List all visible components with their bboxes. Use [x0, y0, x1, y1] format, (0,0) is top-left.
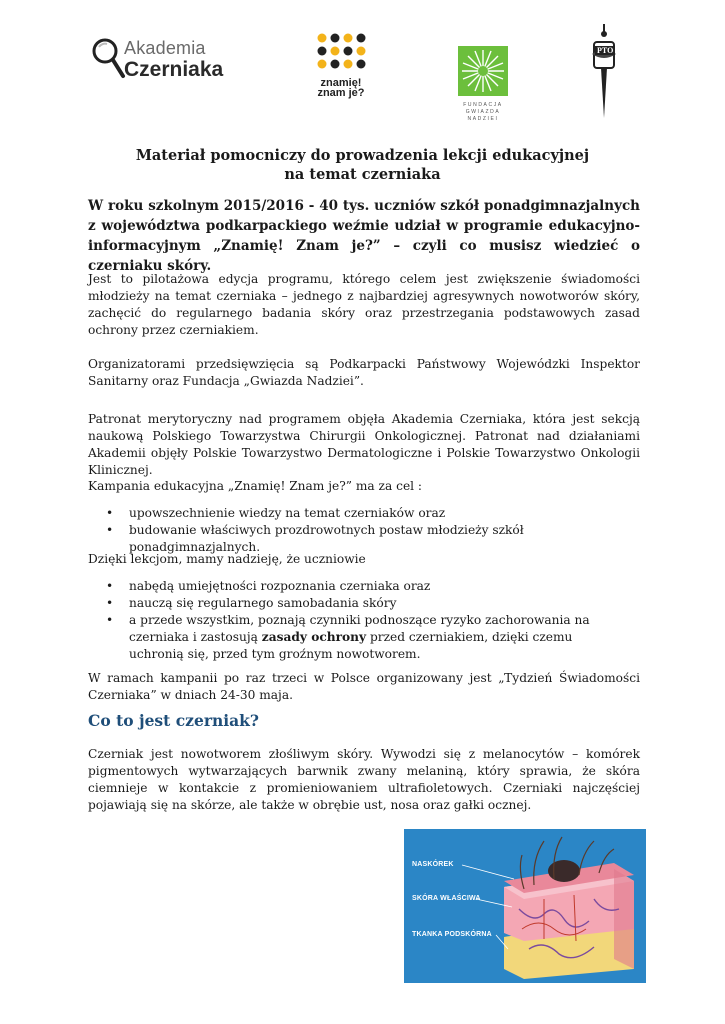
znamie-logo-text — [316, 78, 366, 98]
outcomes-intro: Dzięki lekcjom, mamy nadzieję, że uczniowie — [88, 552, 366, 566]
pto-logo — [586, 24, 622, 120]
document-title-line1: Materiał pomocniczy do prowadzenia lekcji edukacyjnej — [135, 147, 590, 164]
sword-emblem-icon — [586, 24, 622, 120]
section-heading: Co to jest czerniak? — [88, 711, 260, 730]
document-title — [0, 146, 725, 184]
campaign-goals-intro: Kampania edukacyjna „Znamię! Znam je?” ma za cel : — [88, 479, 423, 493]
znamie-znam-je-logo — [316, 32, 365, 112]
intro-paragraph: Jest to pilotażowa edycja programu, którego celem jest zwiększenie świadomości młodzieży na temat czerniaka – jednego z najbardziej agresywnych nowotworów skóry, zachęcić do regularnego badania skóry oraz przestrzegania podstawowych zasad ochrony przez czerniakiem. — [88, 272, 640, 337]
subcutaneous-label: TKANKA PODSKÓRNA — [412, 931, 492, 938]
fundacja-gwiazda-nadziei-logo — [458, 38, 508, 124]
znamie-logo-line1: znamię! — [320, 77, 362, 89]
bullet-icon: • — [106, 596, 114, 610]
patronage-paragraph: Patronat merytoryczny nad programem objęła Akademia Czerniaka, która jest sekcją naukową Polskiego Towarzystwa Chirurgii Onkologicznej. Patronat nad działaniami Akademii objęły Polskie Towarzystwo Dermatologiczne i Polskie Towarzystwo Onkologii Klinicznej. — [88, 412, 640, 477]
awareness-week-paragraph: W ramach kampanii po raz trzeci w Polsce organizowany jest „Tydzień Świadomości Czerniaka” w dniach 24-30 maja. — [88, 671, 640, 702]
outcomes-list — [88, 578, 640, 663]
list-item — [88, 505, 640, 522]
bullet-icon: • — [106, 613, 114, 627]
skin-layers-illustration — [404, 829, 646, 983]
dermis-label: SKÓRA WŁAŚCIWA — [412, 895, 481, 902]
bullet-icon: • — [106, 506, 114, 520]
akademia-logo-line1: Akademia — [124, 38, 206, 58]
list-item — [88, 578, 640, 595]
znamie-logo-line2: znam je? — [317, 87, 365, 99]
star-burst-icon — [458, 46, 508, 96]
outcome-text-before: a przede wszystkim, poznają czynniki podnoszące ryzyko zachorowania na czerniaka i zastosują — [129, 613, 590, 644]
akademia-logo-line2: Czerniaka — [124, 58, 224, 81]
outcome-text-bold: zasady ochrony — [261, 630, 367, 644]
document-title-line2: na temat czerniaka — [284, 166, 441, 183]
lead-paragraph: W roku szkolnym 2015/2016 - 40 tys. uczniów szkół ponadgimnazjalnych z województwa podkarpackiego weźmie udział w programie edukacyjno-informacyjnym „Znamię! Znam je?” – czyli co musisz wiedzieć o czerniaku skóry. — [88, 198, 640, 274]
dot-grid-icon — [316, 32, 366, 78]
skin-cross-section-image — [404, 829, 646, 983]
outcome-text: nauczą się regularnego samobadania skóry — [129, 596, 397, 610]
outcome-text: nabędą umiejętności rozpoznania czerniaka oraz — [129, 579, 431, 593]
logo-bar — [0, 22, 725, 122]
list-item — [88, 612, 640, 663]
organizers-paragraph: Organizatorami przedsięwzięcia są Podkarpacki Państwowy Wojewódzki Inspektor Sanitarny oraz Fundacja „Gwiazda Nadziei”. — [88, 357, 640, 388]
goal-text: budowanie właściwych prozdrowotnych postaw młodzieży szkół ponadgimnazjalnych. — [129, 523, 524, 554]
bullet-icon: • — [106, 579, 114, 593]
pto-logo-text: PTO — [597, 46, 614, 55]
list-item — [88, 595, 640, 612]
fundacja-logo-text: FUNDACJA GWIAZDA NADZIEI — [463, 102, 503, 122]
melanoma-definition-paragraph: Czerniak jest nowotworem złośliwym skóry. Wywodzi się z melanocytów – komórek pigmentowych wytwarzających barwnik zwany melaniną, który sprawia, że skóra ciemnieje w kontakcie z promieniowaniem ultrafioletowych. Czerniaki najczęściej pojawiają się na skórze, ale także w obrębie ust, nosa oraz gałki ocznej. — [88, 747, 640, 812]
epidermis-label: NASKÓREK — [412, 861, 454, 868]
akademia-czerniaka-logo — [90, 36, 250, 96]
bullet-icon: • — [106, 523, 114, 537]
goal-text: upowszechnienie wiedzy na temat czerniaków oraz — [129, 506, 446, 520]
campaign-goals-list — [88, 505, 640, 556]
outcome-text-after: przed czerniakiem, dzięki czemu uchronią się, przed tym groźnym nowotworem. — [129, 630, 573, 661]
